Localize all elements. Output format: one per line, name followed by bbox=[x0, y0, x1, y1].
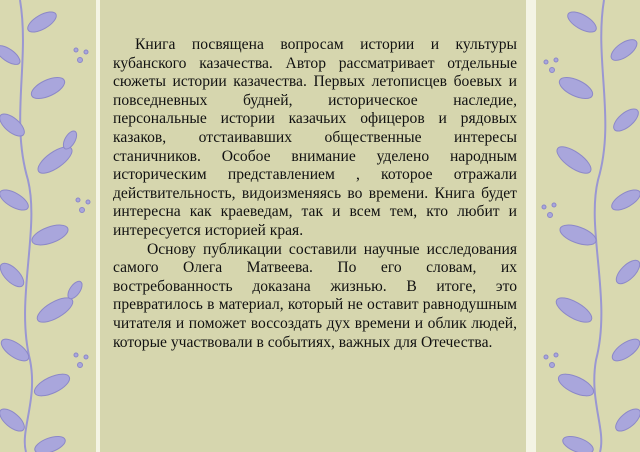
leaf-border-right-icon bbox=[534, 0, 640, 452]
description-text bbox=[113, 36, 517, 352]
text-panel bbox=[100, 0, 526, 452]
leaf-border-left-icon bbox=[0, 0, 100, 452]
paragraph-2: Основу публикации составили научные исследования самого Олега Матвеева. По его словам, их востребованность доказана жизнью. В итоге, это превратилось в материал, который не оставит равнодушным читателя и поможет воссоздать дух времени и облик людей, которые участвовали в событиях, важных для Отечества. bbox=[113, 240, 517, 351]
paragraph-1: Книга посвящена вопросам истории и культуры кубанского казачества. Автор рассматривает отдельные сюжеты истории казачества. Первых летописцев боевых и повседневных будней, историческое наследие, персональные истории казачьих офицеров и рядовых казаков, отстаивавших общественные интересы станичников. Особое внимание уделено народным историческим представлением , которое отражали действительность, видоизменяясь во времени. Книга будет интересна как краеведам, так и всем тем, кто любит и интересуется историей края. bbox=[113, 36, 517, 239]
